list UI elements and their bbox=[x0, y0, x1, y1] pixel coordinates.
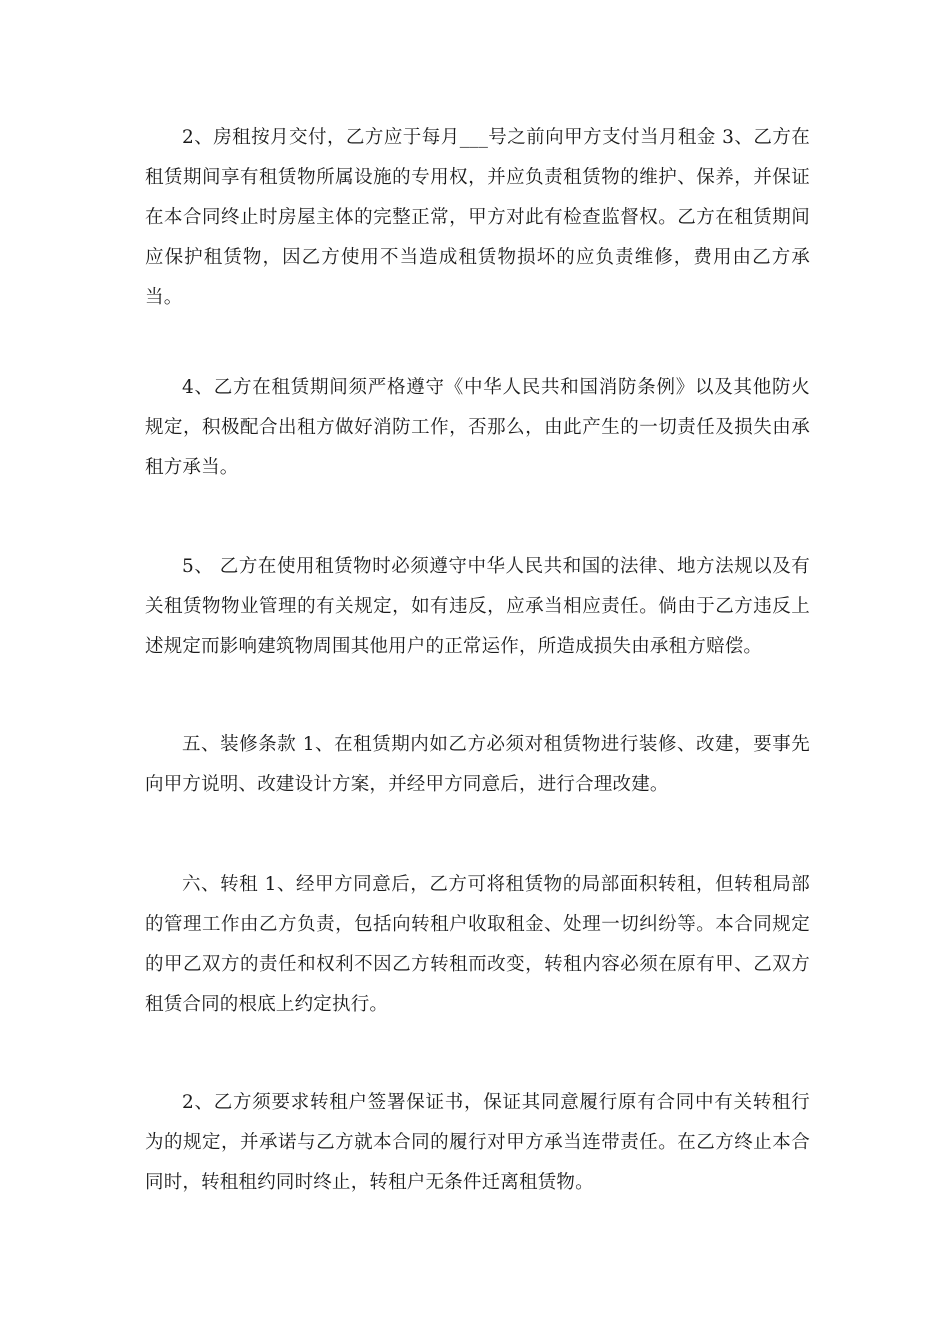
paragraph-fire-regulations: 4、乙方在租赁期间须严格遵守《中华人民共和国消防条例》以及其他防火规定，积极配合出租方做好消防工作，否那么，由此产生的一切责任及损失由承租方承当。 bbox=[145, 377, 810, 478]
paragraph-sublease-clause: 六、转租 1、经甲方同意后，乙方可将租赁物的局部面积转租，但转租局部的管理工作由乙方负责，包括向转租户收取租金、处理一切纠纷等。本合同规定的甲乙双方的责任和权利不因乙方转租而改变，转租内容必须在原有甲、乙双方租赁合同的根底上约定执行。 bbox=[145, 874, 810, 1015]
paragraph-renovation-clause: 五、装修条款 1、在租赁期内如乙方必须对租赁物进行装修、改建，要事先向甲方说明、改建设计方案，并经甲方同意后，进行合理改建。 bbox=[145, 734, 810, 795]
paragraph-rent-payment: 2、房租按月交付，乙方应于每月___号之前向甲方支付当月租金 3、乙方在租赁期间享有租赁物所属设施的专用权，并应负责租赁物的维护、保养，并保证在本合同终止时房屋主体的完整正常，甲方对此有检查监督权。乙方在租赁期间应保护租赁物，因乙方使用不当造成租赁物损坏的应负责维修，费用由乙方承当。 bbox=[145, 127, 810, 308]
paragraph-legal-compliance: 5、 乙方在使用租赁物时必须遵守中华人民共和国的法律、地方法规以及有关租赁物物业管理的有关规定，如有违反，应承当相应责任。倘由于乙方违反上述规定而影响建筑物周围其他用户的正常运作，所造成损失由承租方赔偿。 bbox=[145, 556, 810, 657]
paragraph-sublease-guarantee: 2、乙方须要求转租户签署保证书，保证其同意履行原有合同中有关转租行为的规定，并承诺与乙方就本合同的履行对甲方承当连带责任。在乙方终止本合同时，转租租约同时终止，转租户无条件迁离租赁物。 bbox=[145, 1092, 810, 1193]
